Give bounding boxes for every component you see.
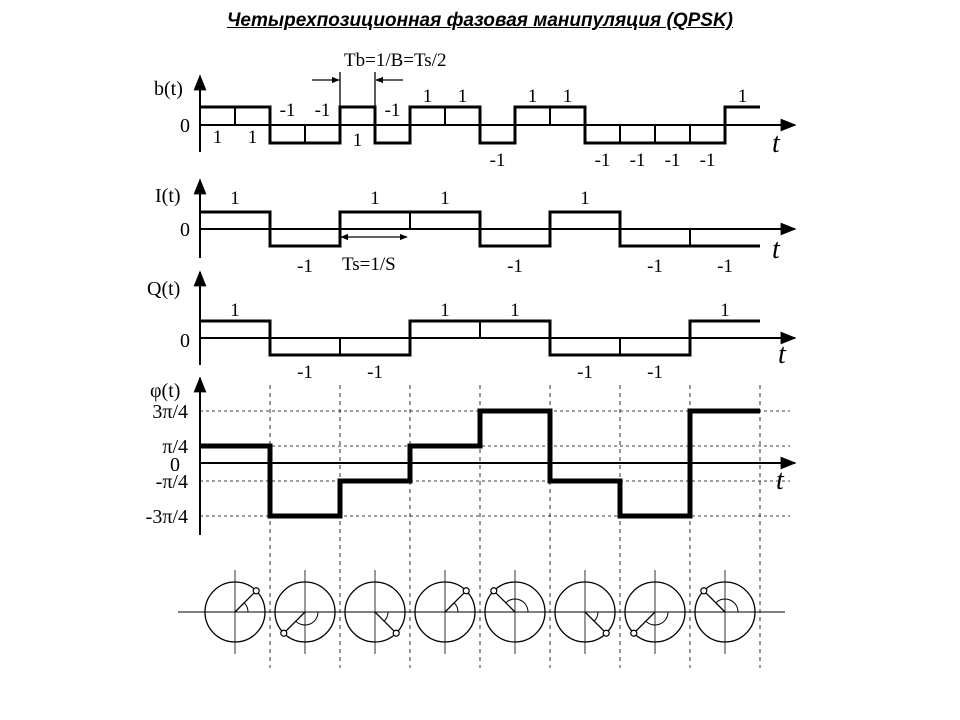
q-value-label: 1 (720, 300, 730, 321)
i-t-label: t (772, 234, 780, 265)
bit-label: -1 (384, 100, 401, 121)
b-t-label: t (772, 128, 780, 159)
bit-label: -1 (594, 150, 611, 171)
phasor-angle-arc (454, 603, 458, 612)
phase-tick-label: -3π/4 (145, 506, 188, 528)
phase-tick-label: -π/4 (155, 471, 188, 493)
i-value-label: -1 (647, 256, 663, 277)
phasor-angle-arc (244, 603, 248, 612)
phasor-tip (701, 588, 707, 594)
bit-label: -1 (314, 100, 331, 121)
diagram-title: Четырехпозиционная фазовая манипуляция (QPSK) (226, 10, 734, 31)
phasor-vector (235, 591, 256, 612)
phasor-vector (284, 612, 305, 633)
phasor-tip (603, 630, 609, 636)
i-axis-group (155, 180, 795, 277)
bit-label: 1 (422, 86, 433, 107)
bit-label: -1 (629, 150, 646, 171)
bit-label: 1 (247, 127, 258, 148)
q-value-label: 1 (440, 300, 450, 321)
phase-tick-label: 3π/4 (152, 401, 188, 423)
phasor-tip (491, 588, 497, 594)
b-axis-label: b(t) (154, 78, 183, 100)
phasor-tip (463, 588, 469, 594)
phasor-vector (445, 591, 466, 612)
bit-label: 1 (527, 86, 538, 107)
phasor-vector (704, 591, 725, 612)
phasor-vector (634, 612, 655, 633)
q-value-label: -1 (367, 362, 383, 383)
i-value-label: -1 (507, 256, 523, 277)
tb-annotation: Tb=1/B=Ts/2 (344, 50, 447, 71)
bit-label: 1 (457, 86, 468, 107)
i-value-label: -1 (297, 256, 313, 277)
phasor-vector (494, 591, 515, 612)
phi-axis-label: φ(t) (150, 380, 181, 402)
b-axis-group (154, 50, 795, 171)
q-t-label: t (778, 339, 786, 370)
q-value-label: -1 (647, 362, 663, 383)
i-axis-label: I(t) (155, 185, 181, 207)
bit-label: -1 (699, 150, 716, 171)
b-zero-label: 0 (180, 115, 190, 137)
phasor-angle-arc (594, 612, 598, 621)
q-value-label: 1 (230, 300, 240, 321)
bit-label: -1 (664, 150, 681, 171)
phasor-vector (585, 612, 606, 633)
phasor-tip (253, 588, 259, 594)
ts-annotation: Ts=1/S (342, 254, 396, 275)
phasor-tip (631, 630, 637, 636)
i-value-label: 1 (230, 188, 240, 209)
bit-label: 1 (352, 130, 363, 151)
phasor-tip (281, 630, 287, 636)
q-zero-label: 0 (180, 330, 190, 352)
i-zero-label: 0 (180, 219, 190, 241)
q-value-label: -1 (577, 362, 593, 383)
bit-label: 1 (737, 86, 748, 107)
i-value-label: 1 (370, 188, 380, 209)
i-value-label: -1 (717, 256, 733, 277)
q-value-label: 1 (510, 300, 520, 321)
i-value-label: 1 (580, 188, 590, 209)
bit-label: 1 (212, 127, 223, 148)
phi-zero-label: 0 (170, 454, 180, 476)
phasor-angle-arc (384, 612, 388, 621)
phase-tick-label: π/4 (162, 436, 188, 458)
bit-label: -1 (489, 150, 506, 171)
i-value-label: 1 (440, 188, 450, 209)
bit-label: -1 (279, 100, 296, 121)
q-axis-label: Q(t) (147, 278, 181, 300)
phasor-vector (375, 612, 396, 633)
phi-t-label: t (776, 465, 784, 496)
bit-label: 1 (562, 86, 573, 107)
q-value-label: -1 (297, 362, 313, 383)
phasor-tip (393, 630, 399, 636)
q-axis-group (147, 272, 795, 383)
